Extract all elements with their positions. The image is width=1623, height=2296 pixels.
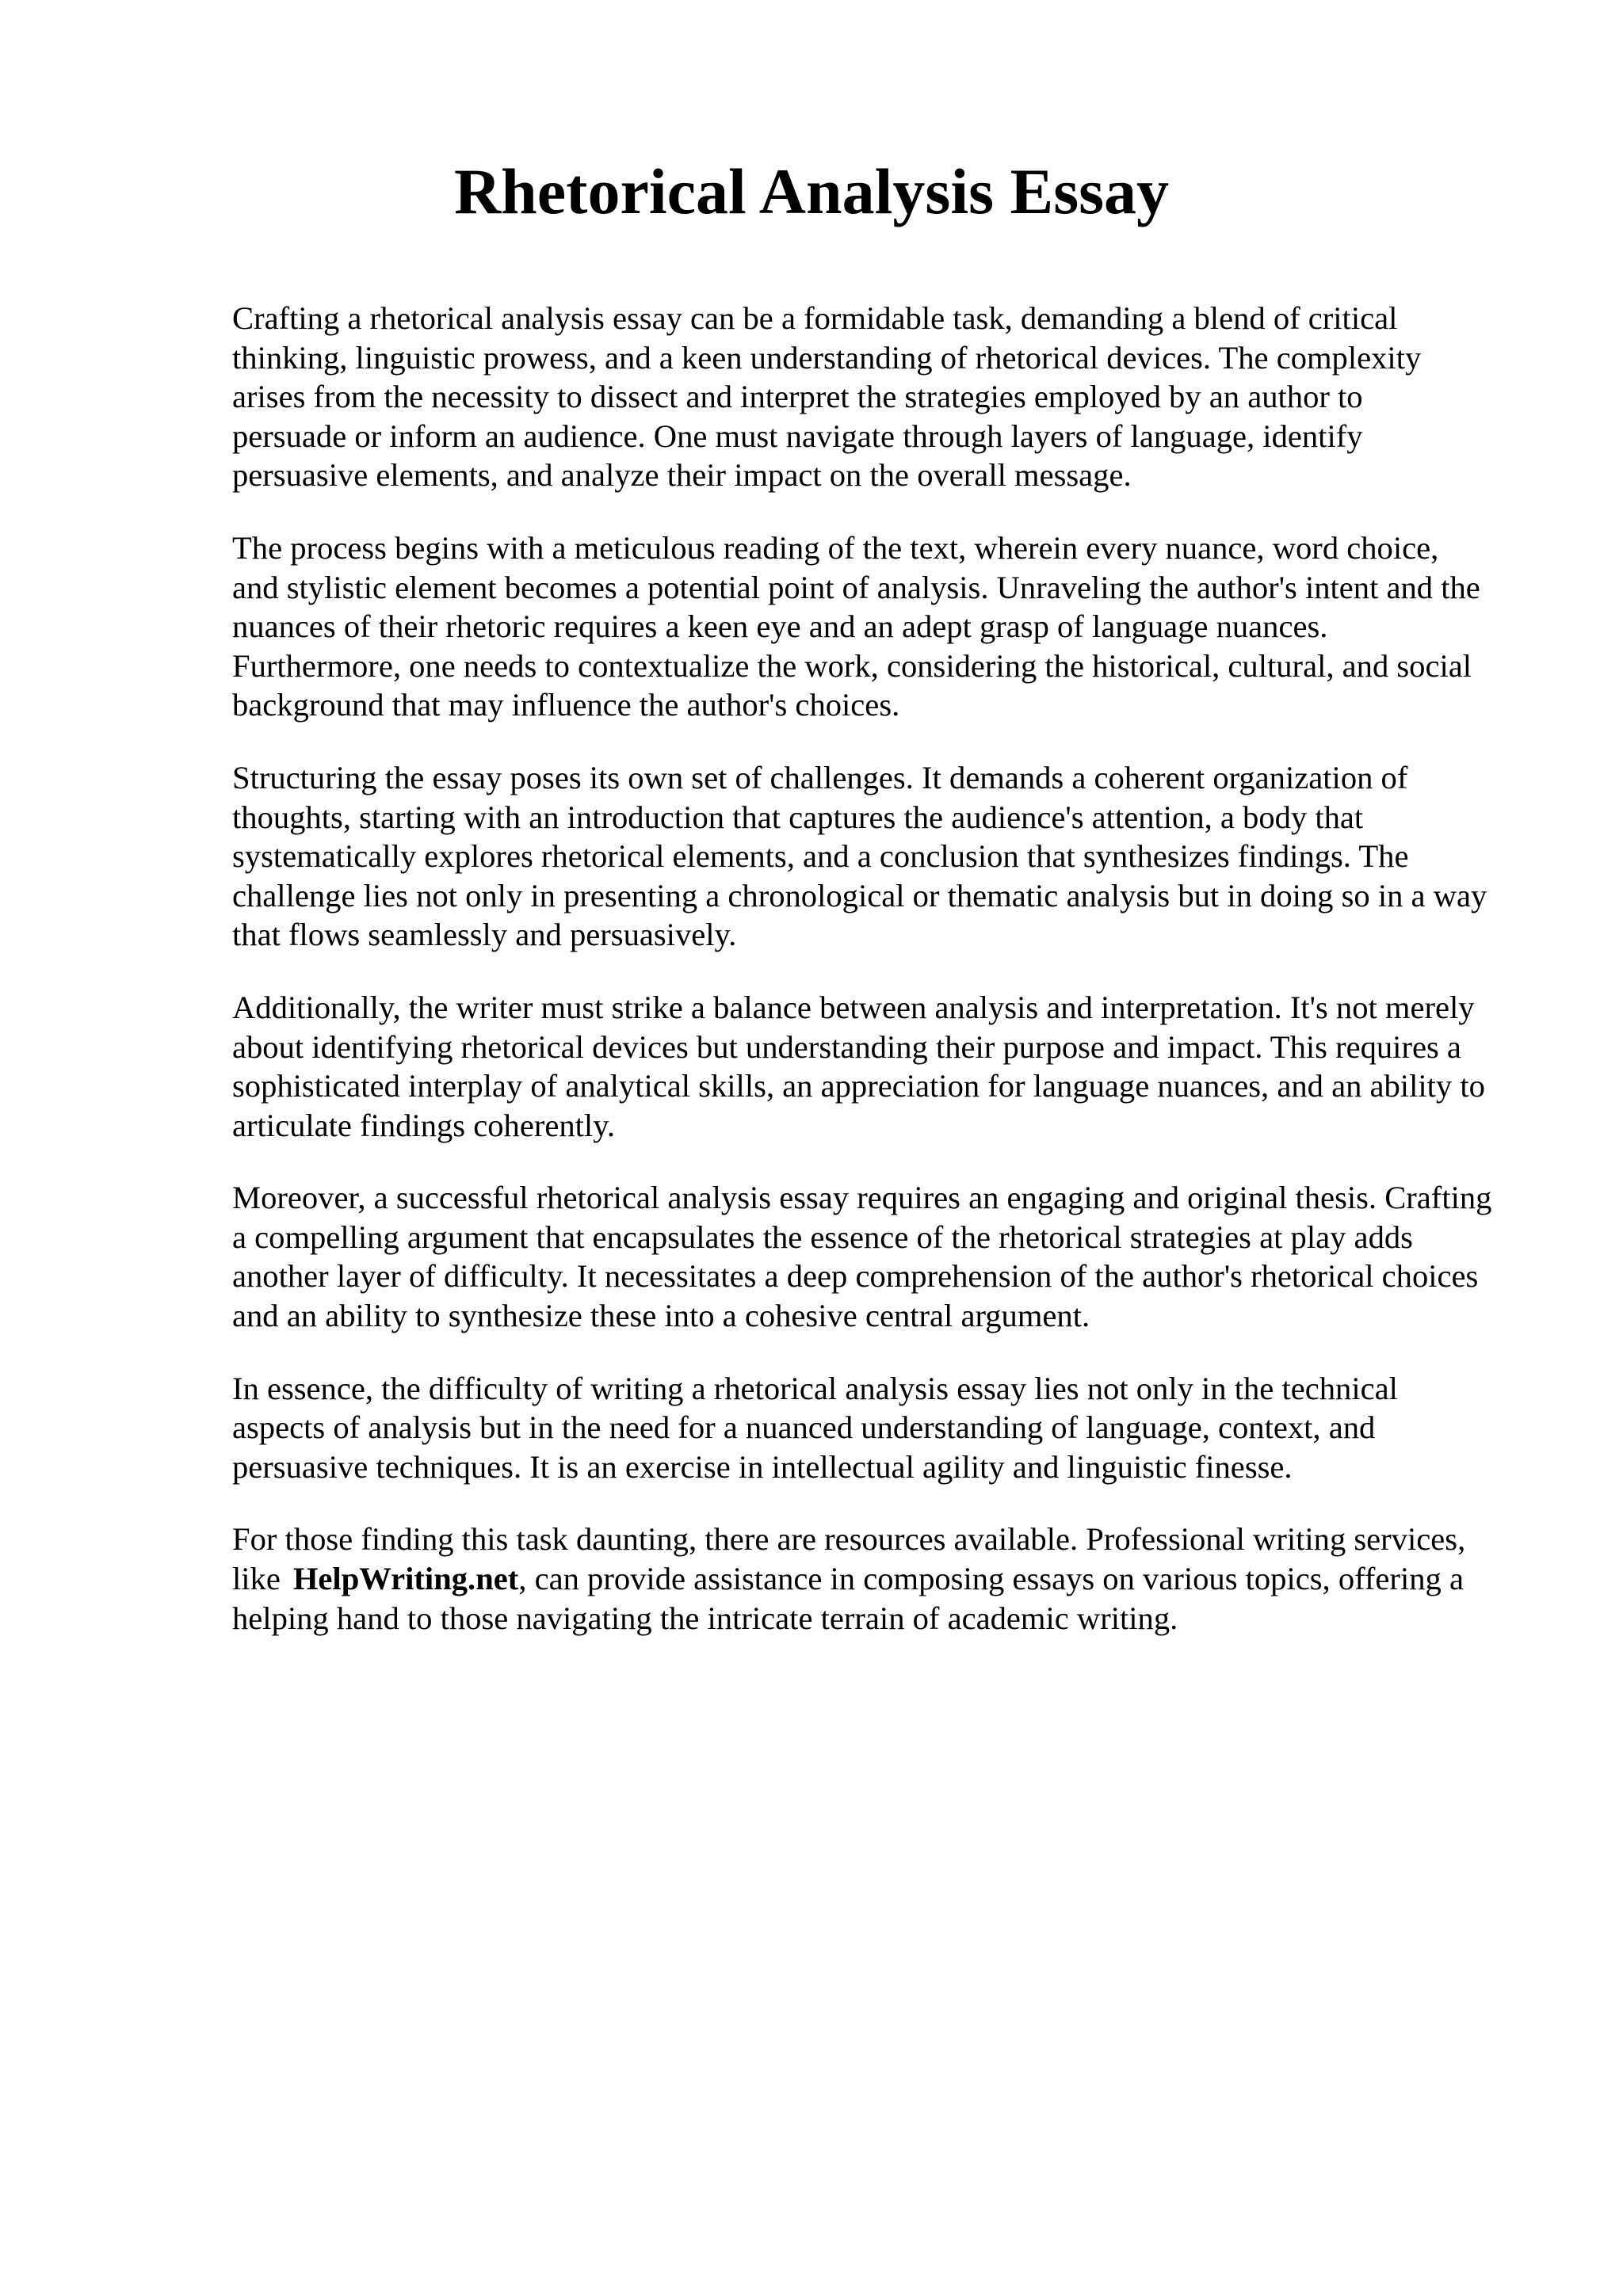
paragraph-3 [232, 758, 1532, 955]
paragraph-4 [232, 988, 1532, 1145]
document-body [232, 299, 1532, 1671]
text-line: Crafting a rhetorical analysis essay can be a formidable task, demanding a blend of critical [232, 300, 1398, 336]
text-line: persuade or inform an audience. One must navigate through layers of language, identify [232, 418, 1363, 454]
text-line: background that may influence the author's choices. [232, 687, 900, 723]
text-line: Furthermore, one needs to contextualize the work, considering the historical, cultural, and social [232, 647, 1472, 684]
text-line: helping hand to those navigating the intricate terrain of academic writing. [232, 1600, 1178, 1636]
helpwriting-link[interactable]: HelpWriting.net [292, 1561, 519, 1597]
text-line: Structuring the essay poses its own set of challenges. It demands a coherent organization of [232, 759, 1408, 795]
text-line: challenge lies not only in presenting a chronological or thematic analysis but in doing so in a way [232, 877, 1487, 913]
text-line: systematically explores rhetorical elements, and a conclusion that synthesizes findings. The [232, 838, 1409, 875]
text-line: sophisticated interplay of analytical skills, an appreciation for language nuances, and an ability to [232, 1068, 1485, 1104]
paragraph-6 [232, 1369, 1532, 1487]
text-line: arises from the necessity to dissect and interpret the strategies employed by an author to [232, 379, 1363, 415]
text-line: nuances of their rhetoric requires a keen eye and an adept grasp of language nuances. [232, 608, 1328, 645]
document-title: Rhetorical Analysis Essay [453, 155, 1170, 227]
text-fragment: like [232, 1561, 281, 1597]
text-line: For those finding this task daunting, there are resources available. Professional writing services, [232, 1521, 1466, 1558]
text-fragment: , can provide assistance in composing essays on various topics, offering a [518, 1561, 1464, 1597]
paragraph-2 [232, 528, 1532, 725]
text-line: thoughts, starting with an introduction that captures the audience's attention, a body that [232, 799, 1364, 835]
text-line: persuasive techniques. It is an exercise in intellectual agility and linguistic finesse. [232, 1448, 1293, 1485]
paragraph-5 [232, 1178, 1532, 1335]
text-line: a compelling argument that encapsulates the essence of the rhetorical strategies at play adds [232, 1219, 1413, 1255]
text-line: another layer of difficulty. It necessitates a deep comprehension of the author's rhetorical choices [232, 1258, 1479, 1295]
text-line: In essence, the difficulty of writing a rhetorical analysis essay lies not only in the technical [232, 1370, 1398, 1406]
paragraph-1 [232, 299, 1532, 495]
text-line-with-link [232, 1559, 1532, 1599]
text-line: and an ability to synthesize these into a cohesive central argument. [232, 1298, 1090, 1334]
text-line: Additionally, the writer must strike a balance between analysis and interpretation. It's not merely [232, 989, 1475, 1025]
text-line: that flows seamlessly and persuasively. [232, 917, 737, 953]
paragraph-closing [232, 1520, 1532, 1638]
text-line: and stylistic element becomes a potential point of analysis. Unraveling the author's intent and the [232, 569, 1480, 605]
text-line: Moreover, a successful rhetorical analysis essay requires an engaging and original thesis. Crafting [232, 1180, 1492, 1216]
text-line: The process begins with a meticulous reading of the text, wherein every nuance, word choice, [232, 529, 1439, 566]
text-line: articulate findings coherently. [232, 1107, 615, 1143]
text-line: about identifying rhetorical devices but understanding their purpose and impact. This requires a [232, 1028, 1461, 1065]
text-line: thinking, linguistic prowess, and a keen understanding of rhetorical devices. The complexity [232, 339, 1422, 376]
text-line: aspects of analysis but in the need for a nuanced understanding of language, context, and [232, 1409, 1376, 1446]
text-line: persuasive elements, and analyze their impact on the overall message. [232, 457, 1132, 494]
